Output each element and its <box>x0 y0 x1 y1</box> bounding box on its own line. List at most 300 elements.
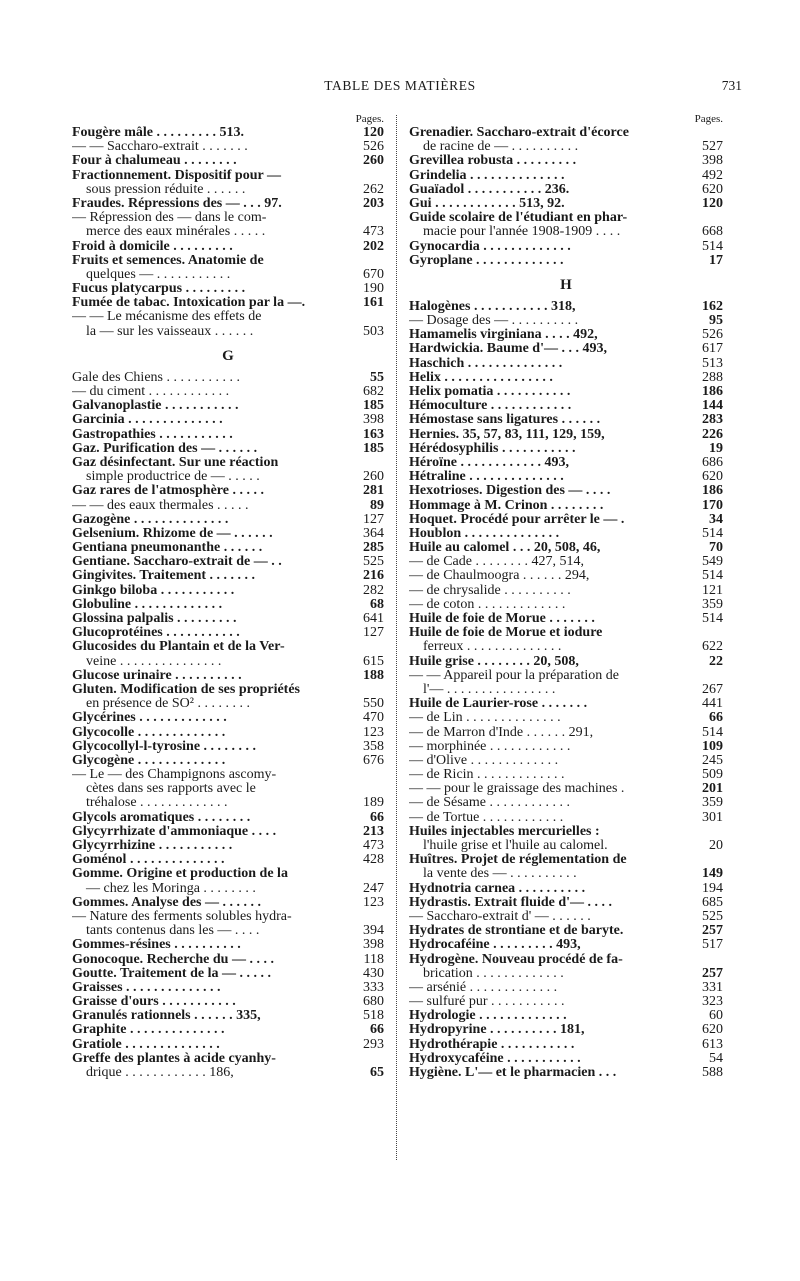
entry-text: veine . . . . . . . . . . . . . . . <box>86 654 222 669</box>
index-entry <box>409 711 723 725</box>
entry-page: 588 <box>699 1066 723 1080</box>
entry-page: 613 <box>699 1038 723 1052</box>
running-title: TABLE DES MATIÈRES <box>324 78 476 93</box>
entry-text: Four à chalumeau . . . . . . . . <box>72 154 237 169</box>
index-entry <box>72 569 384 583</box>
entry-page: 492 <box>699 169 723 183</box>
entry-page: 162 <box>699 300 723 314</box>
entry-page: 127 <box>360 513 384 527</box>
entry-text: Gazogène . . . . . . . . . . . . . . <box>72 512 229 527</box>
entry-page: 260 <box>360 154 384 168</box>
entry-page: 513 <box>699 357 723 371</box>
entry-page: 189 <box>360 796 384 810</box>
entry-page: 428 <box>360 853 384 867</box>
entry-page: 22 <box>706 655 723 669</box>
entry-text: Hérédosyphilis . . . . . . . . . . . <box>409 441 576 456</box>
index-entry <box>72 697 384 711</box>
index-entry <box>72 268 384 282</box>
entry-text: Glycocollyl-l-tyrosine . . . . . . . . <box>72 739 257 754</box>
pages-label: Pages. <box>694 113 723 125</box>
index-entry <box>72 740 384 754</box>
entry-text: Fractionnement. Dispositif pour — <box>72 168 281 183</box>
index-entry <box>72 683 384 697</box>
index-entry <box>72 325 384 339</box>
entry-page: 473 <box>360 839 384 853</box>
index-entry <box>72 513 384 527</box>
entry-text: — de Marron d'Inde . . . . . . 291, <box>409 725 594 740</box>
entry-page: 550 <box>360 697 384 711</box>
index-entry <box>72 726 384 740</box>
entry-text: — de Sésame . . . . . . . . . . . . <box>409 796 570 811</box>
index-entry <box>72 754 384 768</box>
index-entry <box>409 768 723 782</box>
entry-text: Hydrothérapie . . . . . . . . . . . <box>409 1037 575 1052</box>
entry-text: — Répression des — dans le com- <box>72 211 267 226</box>
index-entry <box>409 254 723 268</box>
index-entry <box>72 254 384 268</box>
entry-page: 331 <box>699 981 723 995</box>
left-column <box>72 112 384 1080</box>
index-entry <box>409 938 723 952</box>
index-entry <box>409 541 723 555</box>
index-entry <box>72 655 384 669</box>
index-entry <box>409 995 723 1009</box>
entry-page: 301 <box>699 811 723 825</box>
index-entry <box>409 882 723 896</box>
index-entry <box>409 499 723 513</box>
entry-page: 509 <box>699 768 723 782</box>
entry-text: Hydrocaféine . . . . . . . . . 493, <box>409 938 581 953</box>
entry-page: 359 <box>699 796 723 810</box>
index-entry <box>409 484 723 498</box>
entry-text: quelques — . . . . . . . . . . . <box>86 267 231 282</box>
index-entry <box>409 126 723 140</box>
entry-page: 257 <box>699 967 723 981</box>
entry-text: Gastropathies . . . . . . . . . . . <box>72 427 233 442</box>
entry-page: 188 <box>360 669 384 683</box>
entry-text: — Nature des ferments solubles hydra- <box>72 909 292 924</box>
entry-text: — de Lin . . . . . . . . . . . . . . <box>409 711 561 726</box>
entry-text: — de Tortue . . . . . . . . . . . . <box>409 810 564 825</box>
entry-text: Gale des Chiens . . . . . . . . . . . <box>72 370 240 385</box>
entry-page: 123 <box>360 726 384 740</box>
entry-text: Hamamelis virginiana . . . . 492, <box>409 328 598 343</box>
index-entry <box>72 140 384 154</box>
index-entry <box>409 853 723 867</box>
entry-text: de racine de — . . . . . . . . . . <box>423 140 579 155</box>
section-letter: G <box>222 347 234 364</box>
entry-page: 203 <box>360 197 384 211</box>
entry-text: Huile de foie de Morue . . . . . . . <box>409 612 595 626</box>
entry-text: Hydropyrine . . . . . . . . . . 181, <box>409 1023 585 1038</box>
index-entry <box>72 225 384 239</box>
index-entry <box>409 612 723 626</box>
index-entry <box>72 867 384 881</box>
entry-page: 89 <box>367 499 384 513</box>
entry-text: Gui . . . . . . . . . . . . 513, 92. <box>409 196 565 211</box>
index-entry <box>72 981 384 995</box>
entry-text: Houblon . . . . . . . . . . . . . . <box>409 526 560 541</box>
entry-page: 398 <box>360 938 384 952</box>
entry-text: — — Le mécanisme des effets de <box>72 310 262 325</box>
entry-page: 127 <box>360 626 384 640</box>
entry-page: 514 <box>699 527 723 541</box>
entry-page: 682 <box>360 385 384 399</box>
entry-text: — de Ricin . . . . . . . . . . . . . <box>409 768 565 783</box>
entry-text: Ginkgo biloba . . . . . . . . . . . <box>72 583 235 598</box>
entry-text: — Dosage des — . . . . . . . . . . <box>409 314 579 329</box>
entry-text: Graisse d'ours . . . . . . . . . . . <box>72 995 236 1010</box>
entry-page: 70 <box>706 541 723 555</box>
index-entry <box>72 924 384 938</box>
entry-text: — Saccharo-extrait d' — . . . . . . <box>409 909 591 924</box>
index-entry <box>72 896 384 910</box>
index-entry <box>409 839 723 853</box>
index-entry <box>72 555 384 569</box>
index-entry <box>409 1066 723 1080</box>
entry-text: Huile au calomel . . . 20, 508, 46, <box>409 541 601 556</box>
entry-text: la vente des — . . . . . . . . . . <box>423 867 577 882</box>
entry-text: Hydrogène. Nouveau procédé de fa- <box>409 952 623 967</box>
entry-page: 473 <box>360 225 384 239</box>
entry-page: 620 <box>699 1023 723 1037</box>
entry-text: Graphite . . . . . . . . . . . . . . <box>72 1023 225 1038</box>
entry-text: Glycyrrhizine . . . . . . . . . . . <box>72 839 233 853</box>
index-entry <box>72 456 384 470</box>
index-entry <box>72 154 384 168</box>
entry-page: 186 <box>699 385 723 399</box>
entry-page: 68 <box>367 598 384 612</box>
entry-page: 66 <box>367 1023 384 1037</box>
entry-page: 267 <box>699 683 723 697</box>
entry-text: Gynocardia . . . . . . . . . . . . . <box>409 239 571 254</box>
entry-page: 55 <box>367 371 384 385</box>
entry-text: Hétraline . . . . . . . . . . . . . . <box>409 470 564 485</box>
entry-page: 247 <box>360 882 384 896</box>
index-entry <box>72 640 384 654</box>
entry-text: Huiles injectables mercurielles : <box>409 824 600 839</box>
entry-page: 281 <box>360 484 384 498</box>
entry-page: 17 <box>706 254 723 268</box>
entry-page: 283 <box>699 413 723 427</box>
index-entry <box>409 896 723 910</box>
index-entry <box>72 169 384 183</box>
entry-text: — de Chaulmoogra . . . . . . 294, <box>409 569 590 584</box>
entry-page: 34 <box>706 513 723 527</box>
entry-text: Fruits et semences. Anatomie de <box>72 253 264 268</box>
entry-text: Grenadier. Saccharo-extrait d'écorce <box>409 126 629 140</box>
index-entry <box>409 726 723 740</box>
entry-text: en présence de SO² . . . . . . . . <box>86 697 250 712</box>
index-entry <box>409 328 723 342</box>
entry-page: 525 <box>360 555 384 569</box>
entry-page: 526 <box>699 328 723 342</box>
entry-text: — — Saccharo-extrait . . . . . . . <box>72 140 248 155</box>
index-entry <box>72 399 384 413</box>
entry-text: Glycols aromatiques . . . . . . . . <box>72 810 251 825</box>
entry-text: Gelsenium. Rhizome de — . . . . . . <box>72 526 273 541</box>
entry-text: tants contenus dans les — . . . . <box>86 924 260 939</box>
entry-page: 676 <box>360 754 384 768</box>
entry-page: 285 <box>360 541 384 555</box>
index-entry <box>409 740 723 754</box>
index-entry <box>72 953 384 967</box>
index-entry <box>72 413 384 427</box>
entry-page: 20 <box>706 839 723 853</box>
entry-page: 503 <box>360 325 384 339</box>
index-entry <box>72 211 384 225</box>
index-entry <box>409 211 723 225</box>
entry-text: Helix . . . . . . . . . . . . . . . . <box>409 370 553 385</box>
entry-text: Grindelia . . . . . . . . . . . . . . <box>409 168 565 183</box>
index-entry <box>409 967 723 981</box>
entry-page: 95 <box>706 314 723 328</box>
index-entry <box>409 953 723 967</box>
index-entry <box>72 584 384 598</box>
entry-page: 615 <box>360 655 384 669</box>
entry-page: 394 <box>360 924 384 938</box>
entry-text: Globuline . . . . . . . . . . . . . <box>72 597 223 612</box>
entry-page: 213 <box>360 825 384 839</box>
index-entry <box>409 183 723 197</box>
index-entry <box>409 555 723 569</box>
index-entry <box>72 598 384 612</box>
entry-list-g <box>72 371 384 1080</box>
entry-page: 293 <box>360 1038 384 1052</box>
entry-page: 685 <box>699 896 723 910</box>
index-entry <box>72 811 384 825</box>
entry-text: — d'Olive . . . . . . . . . . . . . <box>409 753 559 768</box>
entry-page: 514 <box>699 612 723 626</box>
entry-text: Hémoculture . . . . . . . . . . . . <box>409 399 572 414</box>
index-entry <box>409 169 723 183</box>
entry-text: Garcinia . . . . . . . . . . . . . . <box>72 413 223 428</box>
index-entry <box>72 371 384 385</box>
entry-text: Glucosides du Plantain et de la Ver- <box>72 640 285 655</box>
entry-page: 120 <box>699 197 723 211</box>
index-entry <box>72 967 384 981</box>
entry-page: 149 <box>699 867 723 881</box>
index-entry <box>409 240 723 254</box>
entry-text: Gaz. Purification des — . . . . . . <box>72 441 258 456</box>
index-entry <box>409 796 723 810</box>
entry-text: Hydrastis. Extrait fluide d'— . . . . <box>409 895 613 910</box>
entry-page: 620 <box>699 183 723 197</box>
page-header <box>0 78 800 98</box>
index-entry <box>72 484 384 498</box>
index-entry <box>72 442 384 456</box>
index-entry <box>72 768 384 782</box>
entry-text: Greffe des plantes à acide cyanhy- <box>72 1051 276 1066</box>
index-entry <box>409 442 723 456</box>
index-entry <box>409 342 723 356</box>
index-entry <box>72 428 384 442</box>
index-entry <box>72 853 384 867</box>
entry-page: 359 <box>699 598 723 612</box>
entry-text: Hernies. 35, 57, 83, 111, 129, 159, <box>409 427 605 442</box>
entry-text: Glycocolle . . . . . . . . . . . . . <box>72 725 226 740</box>
entry-page: 194 <box>699 882 723 896</box>
entry-text: Galvanoplastie . . . . . . . . . . . <box>72 399 239 414</box>
entry-page: 185 <box>360 442 384 456</box>
entry-page: 66 <box>367 811 384 825</box>
entry-page: 622 <box>699 640 723 654</box>
index-entry <box>409 300 723 314</box>
index-entry <box>72 282 384 296</box>
entry-text: Guide scolaire de l'étudiant en phar- <box>409 211 628 226</box>
index-entry <box>409 413 723 427</box>
entry-page: 549 <box>699 555 723 569</box>
entry-text: Hydrologie . . . . . . . . . . . . . <box>409 1009 567 1024</box>
index-entry <box>409 626 723 640</box>
entry-text: — arsénié . . . . . . . . . . . . . <box>409 980 558 995</box>
entry-text: Huile de Laurier-rose . . . . . . . <box>409 697 588 712</box>
index-entry <box>409 314 723 328</box>
index-entry <box>409 470 723 484</box>
entry-page: 202 <box>360 240 384 254</box>
index-entry <box>409 683 723 697</box>
entry-text: Fucus platycarpus . . . . . . . . . <box>72 282 246 297</box>
entry-text: Gentiana pneumonanthe . . . . . . <box>72 541 263 556</box>
entry-page: 201 <box>699 782 723 796</box>
entry-page: 118 <box>361 953 384 967</box>
entry-text: ferreux . . . . . . . . . . . . . . <box>423 640 562 655</box>
column-divider <box>396 115 397 1160</box>
entry-text: Huîtres. Projet de réglementation de <box>409 853 627 868</box>
index-entry <box>409 811 723 825</box>
entry-page: 66 <box>706 711 723 725</box>
entry-page: 109 <box>699 740 723 754</box>
entry-text: — morphinée . . . . . . . . . . . . <box>409 739 571 754</box>
entry-text: Gommes. Analyse des — . . . . . . <box>72 895 261 910</box>
index-entry <box>72 1023 384 1037</box>
entry-text: — — des eaux thermales . . . . . <box>72 498 249 513</box>
entry-text: Froid à domicile . . . . . . . . . <box>72 239 233 254</box>
index-entry <box>409 140 723 154</box>
entry-text: — de coton . . . . . . . . . . . . . <box>409 597 566 612</box>
entry-page: 364 <box>360 527 384 541</box>
index-entry <box>72 541 384 555</box>
entry-page: 216 <box>360 569 384 583</box>
index-entry <box>409 456 723 470</box>
index-entry <box>72 296 384 310</box>
entry-text: Hydrates de strontiane et de baryte. <box>409 924 624 939</box>
entry-text: Hydnotria carnea . . . . . . . . . . <box>409 881 586 896</box>
index-entry <box>409 527 723 541</box>
entry-page: 518 <box>360 1009 384 1023</box>
index-entry <box>72 310 384 324</box>
index-entry <box>409 371 723 385</box>
entry-page: 190 <box>360 282 384 296</box>
entry-text: Gaz rares de l'atmosphère . . . . . <box>72 484 264 499</box>
index-entry <box>72 385 384 399</box>
entry-text: Grevillea robusta . . . . . . . . . <box>409 154 577 169</box>
entry-text: Hémostase sans ligatures . . . . . . <box>409 413 601 428</box>
entry-page: 19 <box>706 442 723 456</box>
entry-page: 257 <box>699 924 723 938</box>
entry-page: 441 <box>699 697 723 711</box>
index-entry <box>72 938 384 952</box>
entry-page: 185 <box>360 399 384 413</box>
entry-text: Fumée de tabac. Intoxication par la —. <box>72 296 306 311</box>
entry-text: macie pour l'année 1908-1909 . . . . <box>423 225 621 240</box>
index-entry <box>409 782 723 796</box>
index-entry <box>409 584 723 598</box>
entry-text: Glycyrrhizate d'ammoniaque . . . . <box>72 824 277 839</box>
index-entry <box>409 1009 723 1023</box>
entry-text: drique . . . . . . . . . . . . 186, <box>86 1066 234 1080</box>
entry-text: Goutte. Traitement de la — . . . . . <box>72 966 271 981</box>
index-entry <box>409 1052 723 1066</box>
index-entry <box>409 655 723 669</box>
index-entry <box>72 197 384 211</box>
entry-text: — du ciment . . . . . . . . . . . . <box>72 385 230 399</box>
index-entry <box>72 626 384 640</box>
entry-list-top <box>409 126 723 268</box>
entry-text: Huile de foie de Morue et iodure <box>409 626 603 641</box>
index-entry <box>409 357 723 371</box>
index-entry <box>409 981 723 995</box>
index-entry <box>72 1009 384 1023</box>
index-entry <box>72 796 384 810</box>
entry-page: 517 <box>699 938 723 952</box>
entry-list-top <box>72 126 384 339</box>
entry-text: cètes dans ses rapports avec le <box>86 782 256 797</box>
entry-text: Glucoprotéines . . . . . . . . . . . <box>72 626 240 641</box>
entry-text: Fougère mâle . . . . . . . . . 513. <box>72 126 244 140</box>
entry-text: Haschich . . . . . . . . . . . . . . <box>409 356 563 371</box>
index-entry <box>409 197 723 211</box>
entry-page: 186 <box>699 484 723 498</box>
entry-page: 686 <box>699 456 723 470</box>
entry-text: l'huile grise et l'huile au calomel. <box>423 839 608 853</box>
entry-text: Gyroplane . . . . . . . . . . . . . <box>409 253 564 268</box>
index-entry <box>72 1038 384 1052</box>
entry-text: l'— . . . . . . . . . . . . . . . . <box>423 682 556 697</box>
entry-text: Hardwickia. Baume d'— . . . 493, <box>409 342 607 357</box>
entry-text: Guaïadol . . . . . . . . . . . 236. <box>409 182 570 197</box>
entry-text: Glycogène . . . . . . . . . . . . . <box>72 753 226 768</box>
index-entry <box>409 428 723 442</box>
entry-page: 120 <box>360 126 384 140</box>
entry-page: 617 <box>699 342 723 356</box>
index-entry <box>72 499 384 513</box>
index-entry <box>72 1066 384 1080</box>
index-entry <box>409 825 723 839</box>
entry-page: 226 <box>699 428 723 442</box>
entry-page: 398 <box>699 154 723 168</box>
entry-text: — chez les Moringa . . . . . . . . <box>86 881 256 896</box>
entry-page: 525 <box>699 910 723 924</box>
index-entry <box>72 527 384 541</box>
entry-text: — sulfuré pur . . . . . . . . . . . <box>409 995 565 1010</box>
entry-page: 282 <box>360 584 384 598</box>
index-entry <box>72 711 384 725</box>
entry-text: Huile grise . . . . . . . . 20, 508, <box>409 654 579 669</box>
index-entry <box>409 225 723 239</box>
index-entry <box>72 825 384 839</box>
entry-text: Gratiole . . . . . . . . . . . . . . <box>72 1037 220 1052</box>
index-entry <box>409 910 723 924</box>
index-entry <box>72 240 384 254</box>
entry-page: 144 <box>699 399 723 413</box>
index-entry <box>409 924 723 938</box>
index-entry <box>409 640 723 654</box>
entry-text: Héroïne . . . . . . . . . . . . 493, <box>409 455 569 470</box>
entry-text: Goménol . . . . . . . . . . . . . . <box>72 853 225 868</box>
entry-text: tréhalose . . . . . . . . . . . . . <box>86 796 228 811</box>
index-entry <box>409 867 723 881</box>
